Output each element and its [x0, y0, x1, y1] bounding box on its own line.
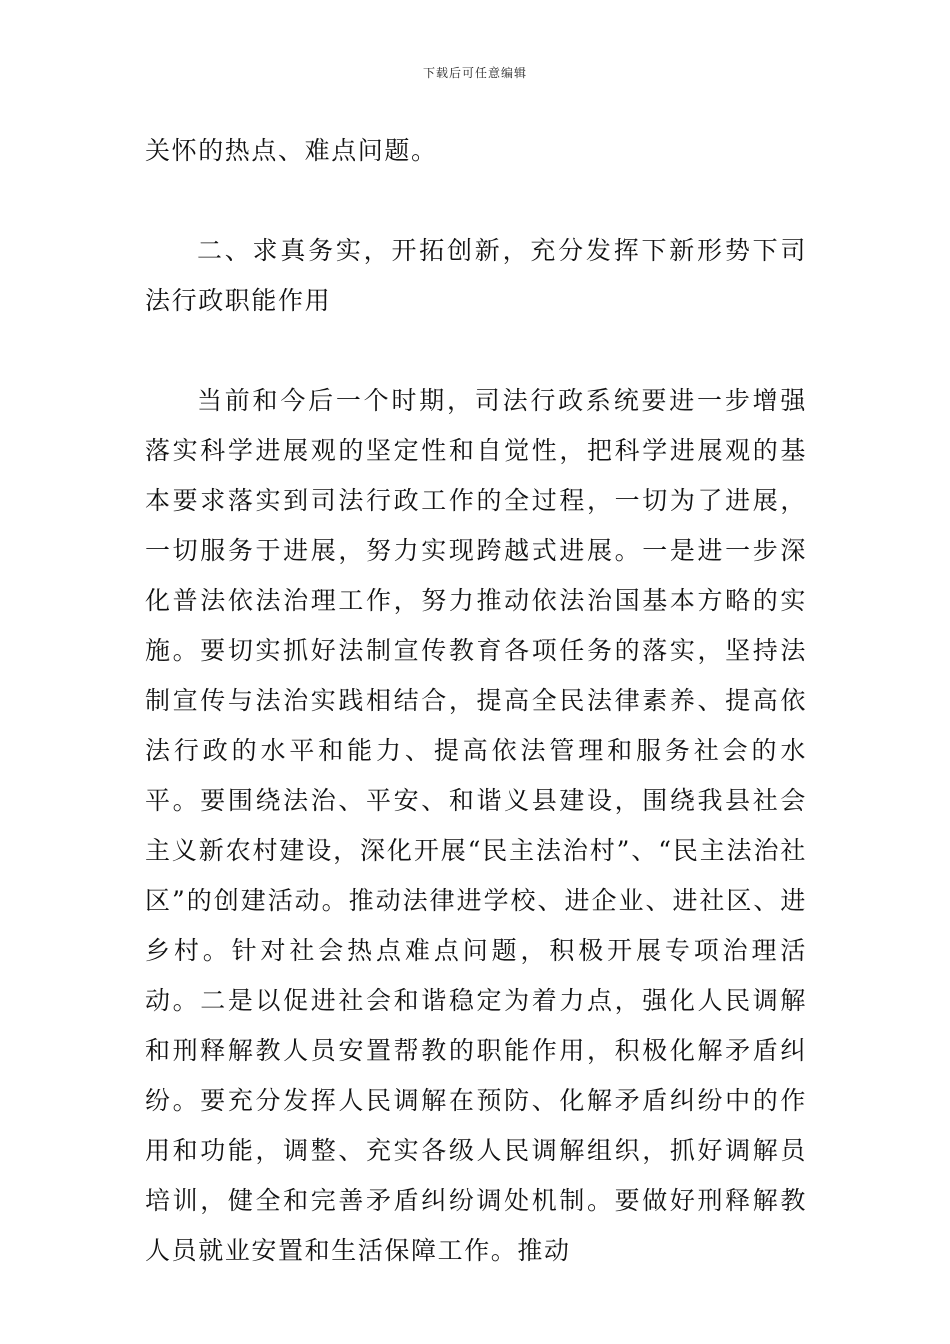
paragraph-main: 当前和今后一个时期，司法行政系统要进一步增强落实科学进展观的坚定性和自觉性，把科学进展观的基本要求落实到司法行政工作的全过程，一切为了进展，一切服务于进展，努力实现跨越式进展。一是进一步深化普法依法治理工作，努力推动依法治国基本方略的实施。要切实抓好法制宣传教育各项任务的落实，坚持法制宣传与法治实践相结合，提高全民法律素养、提高依法行政的水平和能力、提高依法管理和服务社会的水平。要围绕法治、平安、和谐义县建设，围绕我县社会主义新农村建设，深化开展“民主法治村”、“民主法治社区”的创建活动。推动法律进学校、进企业、进社区、进乡村。针对社会热点难点问题，积极开展专项治理活动。二是以促进社会和谐稳定为着力点，强化人民调解和刑释解教人员安置帮教的职能作用，积极化解矛盾纠纷。要充分发挥人民调解在预防、化解矛盾纠纷中的作用和功能，调整、充实各级人民调解组织，抓好调解员培训，健全和完善矛盾纠纷调处机制。要做好刑释解教人员就业安置和生活保障工作。推动	[145, 386, 807, 1265]
section-heading: 二、求真务实，开拓创新，充分发挥下新形势下司法行政职能作用	[145, 236, 807, 315]
page-header: 下载后可任意编辑	[422, 66, 527, 80]
paragraph-continuation: 关怀的热点、难点问题。	[145, 136, 438, 165]
